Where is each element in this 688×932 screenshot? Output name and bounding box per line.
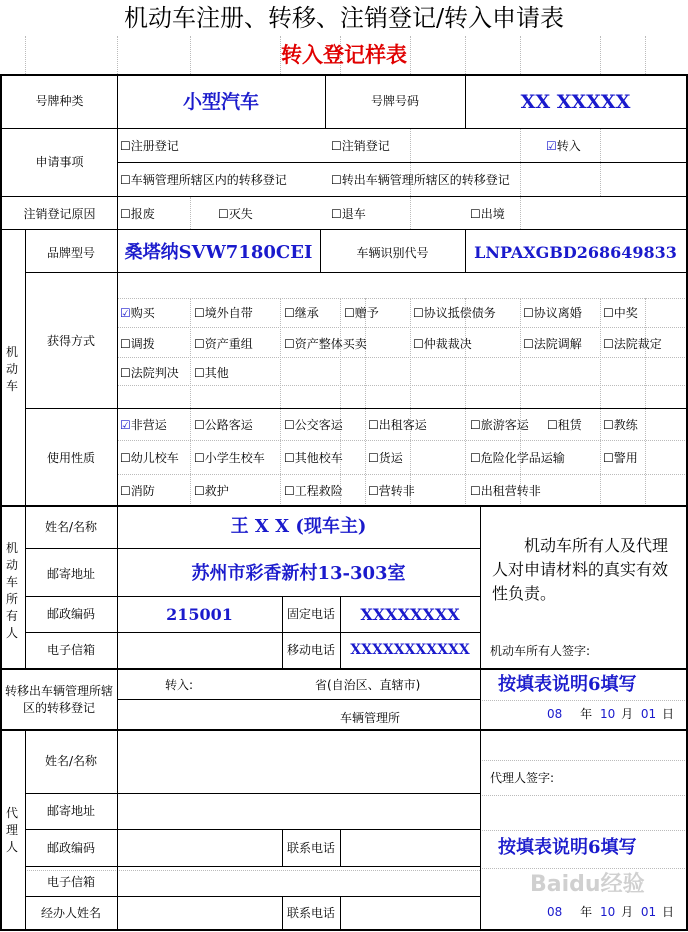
use-option[interactable]: ☐旅游客运	[470, 418, 529, 432]
apply-option-label: 车辆管理所辖区内的转移登记	[130, 173, 287, 187]
use-option[interactable]: ☐公交客运	[284, 418, 343, 432]
owner-email-label: 电子信箱	[46, 643, 95, 657]
agent-sign-label: 代理人签字:	[490, 771, 555, 785]
plate-number-label: 号牌号码	[370, 94, 419, 108]
acquire-option[interactable]: ☐法院调解	[523, 337, 582, 351]
owner-phone-value[interactable]: XXXXXXXX	[360, 605, 460, 624]
apply-option-cancel[interactable]: ☐注销登记	[331, 139, 390, 153]
acquire-option[interactable]: ☐法院裁定	[603, 337, 662, 351]
owner-address-value[interactable]: 苏州市彩香新村13-303室	[191, 563, 406, 584]
cancel-option-scrap[interactable]: ☐报废	[120, 207, 155, 221]
acquire-option[interactable]: ☐法院判决	[120, 366, 179, 380]
owner-address-label: 邮寄地址	[46, 567, 95, 581]
cancel-option-export[interactable]: ☐出境	[470, 207, 505, 221]
apply-label: 申请事项	[35, 155, 84, 169]
apply-option-label: 注册登记	[130, 139, 179, 153]
use-option[interactable]: ☐危险化学品运输	[470, 451, 565, 465]
agent-handler-phone-label: 联系电话	[286, 906, 335, 920]
agent-phone-label: 联系电话	[286, 841, 335, 855]
owner-declaration: 机动车所有人及代理人对申请材料的真实有效性负责。	[492, 536, 669, 603]
acquire-option[interactable]: ☐继承	[284, 306, 319, 320]
owner-postcode-value[interactable]: 215001	[166, 605, 233, 624]
vin-value[interactable]: LNPAXGBD268649833	[474, 243, 677, 262]
acquire-option[interactable]: ☐仲裁裁决	[413, 337, 472, 351]
use-option[interactable]: ☐其他校车	[284, 451, 343, 465]
brand-value[interactable]: 桑塔纳SVW7180CEI	[124, 242, 313, 263]
use-option[interactable]: ☐警用	[603, 451, 638, 465]
checked-box-icon: ☑	[120, 418, 131, 432]
acquire-option[interactable]: ☐资产重组	[194, 337, 253, 351]
cancel-option-lost[interactable]: ☐灭失	[218, 207, 253, 221]
owner-sign-date[interactable]: 08 年 10 月 01 日	[547, 707, 675, 721]
agent-sign-value[interactable]: 按填表说明6填写	[498, 837, 637, 858]
plate-type-value[interactable]: 小型汽车	[182, 91, 259, 113]
apply-option-transfer-in[interactable]	[546, 139, 581, 153]
use-option[interactable]: ☐教练	[603, 418, 638, 432]
brand-label: 品牌型号	[46, 246, 95, 260]
use-option[interactable]: ☐工程救险	[284, 484, 343, 498]
plate-number-value[interactable]: XX XXXXX	[520, 91, 631, 113]
acquire-option[interactable]: ☐赠予	[344, 306, 379, 320]
use-option[interactable]: ☐租赁	[547, 418, 582, 432]
agent-postcode-label: 邮政编码	[46, 841, 95, 855]
acquire-option[interactable]: ☑购买	[120, 306, 155, 320]
transfer-label: 转移出车辆管理所辖区的转移登记	[4, 684, 113, 715]
use-option[interactable]: ☐救护	[194, 484, 229, 498]
owner-section-label: 机动车所有人	[5, 541, 18, 640]
form-title: 机动车注册、转移、注销登记/转入申请表	[123, 4, 565, 32]
acquire-option[interactable]: ☐调拨	[120, 337, 155, 351]
use-option[interactable]: ☐幼儿校车	[120, 451, 179, 465]
agent-handler-label: 经办人姓名	[40, 906, 101, 920]
acquire-option[interactable]: ☐中奖	[603, 306, 638, 320]
acquire-option[interactable]: ☐境外自带	[194, 306, 253, 320]
checked-box-icon: ☑	[546, 139, 557, 153]
owner-sign-label: 机动车所有人签字:	[490, 644, 591, 658]
apply-option-label: 转出车辆管理所辖区的转移登记	[341, 173, 510, 187]
agent-email-label: 电子信箱	[46, 875, 95, 889]
owner-mobile-value[interactable]: XXXXXXXXXXX	[350, 642, 470, 658]
owner-postcode-label: 邮政编码	[46, 607, 95, 621]
acquire-label: 获得方式	[46, 334, 95, 348]
transfer-office-label: 车辆管理所	[340, 711, 401, 725]
use-option[interactable]: ☐公路客运	[194, 418, 253, 432]
apply-option-register[interactable]: ☐注册登记	[120, 139, 179, 153]
use-option[interactable]: ☐货运	[368, 451, 403, 465]
checked-box-icon: ☑	[120, 306, 131, 320]
owner-name-value[interactable]: 王 X X (现车主)	[230, 516, 367, 537]
transfer-into-label: 转入:	[165, 678, 194, 692]
form-subtitle: 转入登记样表	[281, 42, 407, 67]
use-option[interactable]: ☐出租客运	[368, 418, 427, 432]
owner-phone-label: 固定电话	[286, 607, 335, 621]
apply-option-transfer-within[interactable]: ☐车辆管理所辖区内的转移登记	[120, 173, 287, 187]
acquire-option[interactable]: ☐资产整体买卖	[284, 337, 367, 351]
acquire-option[interactable]: ☐协议离婚	[523, 306, 582, 320]
vin-label: 车辆识别代号	[356, 246, 429, 260]
apply-option-label: 转入	[556, 139, 581, 153]
use-option[interactable]: ☐出租营转非	[470, 484, 541, 498]
owner-sign-value[interactable]: 按填表说明6填写	[498, 674, 637, 695]
use-option[interactable]: ☐小学生校车	[194, 451, 265, 465]
use-option[interactable]: ☑非营运	[120, 418, 167, 432]
agent-sign-date[interactable]: 08 年 10 月 01 日	[547, 905, 675, 919]
use-option[interactable]: ☐消防	[120, 484, 155, 498]
agent-address-label: 邮寄地址	[46, 804, 95, 818]
transfer-province-label: 省(自治区、直辖市)	[315, 678, 421, 692]
baidu-watermark: Baidu经验	[530, 872, 645, 897]
acquire-option[interactable]: ☐其他	[194, 366, 229, 380]
acquire-option[interactable]: ☐协议抵偿债务	[413, 306, 496, 320]
cancel-reason-label: 注销登记原因	[23, 207, 96, 221]
agent-name-label: 姓名/名称	[44, 754, 98, 768]
owner-name-label: 姓名/名称	[44, 520, 98, 534]
cancel-option-return[interactable]: ☐退车	[331, 207, 366, 221]
plate-type-label: 号牌种类	[35, 94, 84, 108]
owner-mobile-label: 移动电话	[286, 643, 335, 657]
agent-section-label: 代理人	[5, 806, 18, 854]
apply-option-transfer-out[interactable]: ☐转出车辆管理所辖区的转移登记	[331, 173, 510, 187]
use-label: 使用性质	[46, 451, 95, 465]
apply-option-label: 注销登记	[341, 139, 390, 153]
use-option[interactable]: ☐营转非	[368, 484, 415, 498]
vehicle-section-label: 机动车	[5, 345, 18, 393]
